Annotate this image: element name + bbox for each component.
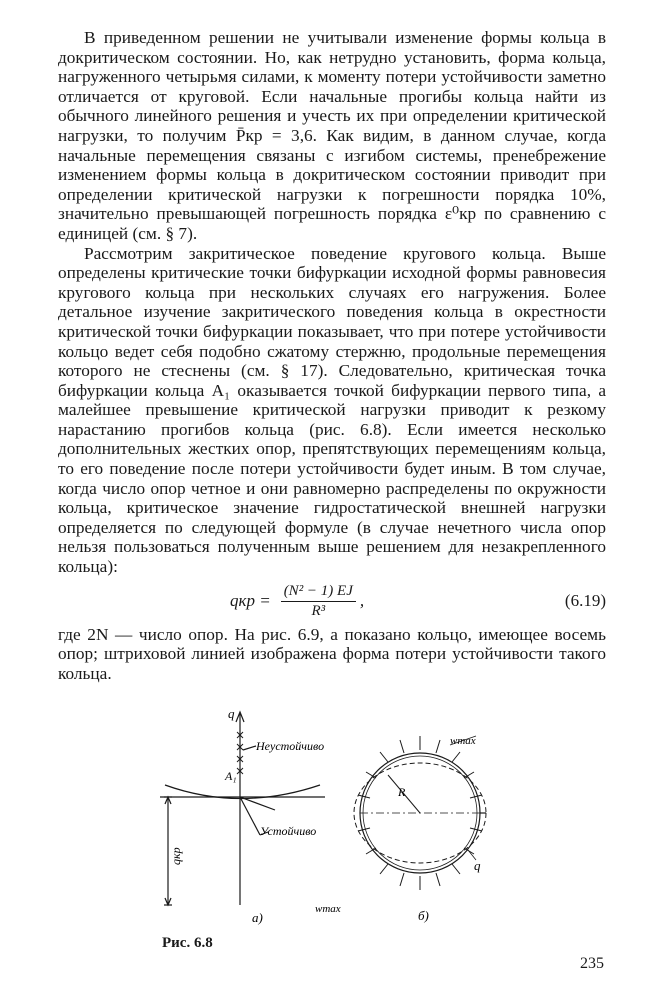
label-b: б) xyxy=(418,908,429,923)
label-q-ring: q xyxy=(474,858,481,873)
paragraph-1: В приведенном решении не учитывали изменение формы кольца в докритическом состоянии. Но, как нетрудно установить, форма кольца, нагруженного четырьмя силами, к моменту потери устойчивости заметно отличается от круговой. Если начальные прогибы кольца найти из обычного линейного решения и учесть их при определении критической нагрузки, то получим P̄кр = 3,6. Как видим, в данном случае, когда начальные перемещения связаны с изгибом системы, пренебрежение изменением формы кольца в докритическом состоянии приводит при определении критической нагрузки к погрешности порядка 10%, значительно превышающей погрешность порядка ε⁰кр по сравнению с единицей (см. § 7). xyxy=(58,28,606,243)
figure-part-b xyxy=(354,736,486,890)
label-qkr: qкр xyxy=(169,847,183,865)
formula-fraction xyxy=(281,583,356,620)
label-wmax-axis: wmax xyxy=(315,903,341,915)
figure-6-8 xyxy=(150,700,510,940)
figure-caption: Рис. 6.8 xyxy=(162,935,213,951)
label-wmax-ring: wmax xyxy=(450,735,476,747)
equation-number: (6.19) xyxy=(564,590,606,610)
formula-lhs: qкр = xyxy=(230,591,271,611)
label-R: R xyxy=(398,785,406,799)
label-a: а) xyxy=(252,910,263,925)
paragraph-2: Рассмотрим закритическое поведение кругового кольца. Выше определены критические точки бифуркации исходной формы равновесия кругового кольца при нескольких случаях его нагружения. Более детальное изучение закритического поведения кольца в окрестности критической точки бифуркации показывает, что при потере устойчивости кольцо ведет себя подобно сжатому стержню, продольные перемещения которого не стеснены (см. § 17). Следовательно, критическая точка бифуркации кольца A₁ оказывается точкой бифуркации первого типа, а малейшее превышение критической нагрузки приводит к резкому нарастанию прогибов кольца (рис. 6.8). Если имеется несколько дополнительных жестких опор, препятствующих перемещениям кольца, то его поведение после потери устойчивости будет иным. В том случае, когда число опор четное и они равномерно распределены по окружности кольца, критическое значение гидростатической внешней нагрузки определяется по следующей формуле (в случае нечетного числа опор нельзя пользоваться полученным выше решением для незакрепленного кольца): xyxy=(58,243,606,577)
label-unstable: Неустойчиво xyxy=(256,739,325,753)
paragraph-3: где 2N — число опор. На рис. 6.9, a показано кольцо, имеющее восемь опор; штриховой линией изображена форма потери устойчивости такого кольца. xyxy=(58,624,606,683)
formula-numerator: (N² − 1) EJ xyxy=(281,583,356,602)
label-A1: A₁ xyxy=(225,769,237,783)
label-stable: Устойчиво xyxy=(260,824,317,838)
formula-6-19 xyxy=(58,581,606,623)
formula-trailing: , xyxy=(359,591,365,611)
page-number: 235 xyxy=(580,955,604,972)
page-body xyxy=(58,28,606,683)
formula-denominator: R³ xyxy=(311,602,326,619)
label-q: q xyxy=(228,706,235,721)
